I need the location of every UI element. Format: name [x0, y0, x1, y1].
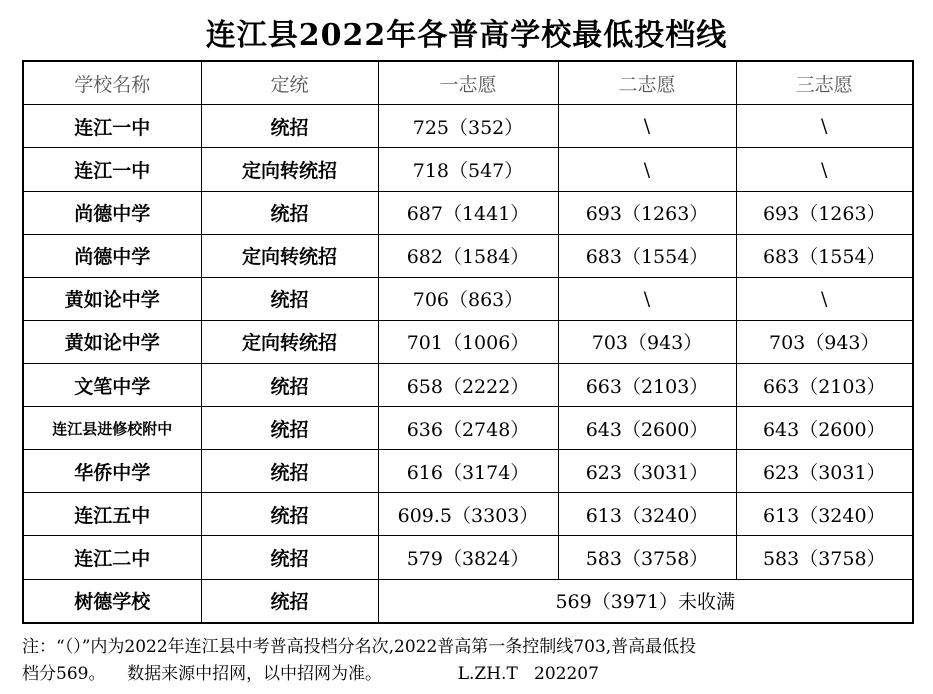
table-row [23, 407, 913, 450]
second-choice-cell: 703（943） [558, 320, 736, 363]
school-cell: 连江一中 [23, 148, 201, 191]
third-choice-cell: 693（1263） [736, 191, 913, 234]
school-cell: 黄如论中学 [23, 320, 201, 363]
header-type: 定统 [201, 61, 378, 105]
table-row [23, 105, 913, 148]
first-choice-cell: 725（352） [378, 105, 558, 148]
header-third-choice: 三志愿 [736, 61, 913, 105]
school-cell: 连江二中 [23, 536, 201, 579]
school-cell: 连江一中 [23, 105, 201, 148]
third-choice-cell: \ [736, 148, 913, 191]
third-choice-cell: 663（2103） [736, 364, 913, 407]
third-choice-cell: \ [736, 277, 913, 320]
school-cell: 尚德中学 [23, 191, 201, 234]
first-choice-cell: 701（1006） [378, 320, 558, 363]
table-row [23, 234, 913, 277]
first-choice-cell: 636（2748） [378, 407, 558, 450]
type-cell: 定向转统招 [201, 148, 378, 191]
third-choice-cell: 703（943） [736, 320, 913, 363]
type-cell: 定向转统招 [201, 234, 378, 277]
table-row [23, 536, 913, 579]
type-cell: 统招 [201, 407, 378, 450]
second-choice-cell: 613（3240） [558, 493, 736, 536]
school-cell: 连江县进修校附中 [23, 407, 201, 450]
first-choice-cell: 658（2222） [378, 364, 558, 407]
footnote-line-2: 档分569。 数据来源中招网，以中招网为准。 L.ZH.T 202207 [22, 664, 599, 684]
third-choice-cell: 643（2600） [736, 407, 913, 450]
second-choice-cell: \ [558, 277, 736, 320]
first-choice-cell: 687（1441） [378, 191, 558, 234]
admission-score-table [22, 60, 914, 624]
type-cell: 统招 [201, 364, 378, 407]
third-choice-cell: 623（3031） [736, 450, 913, 493]
second-choice-cell: \ [558, 148, 736, 191]
table-row [23, 364, 913, 407]
third-choice-cell: 583（3758） [736, 536, 913, 579]
second-choice-cell: 643（2600） [558, 407, 736, 450]
first-choice-cell: 706（863） [378, 277, 558, 320]
second-choice-cell: 583（3758） [558, 536, 736, 579]
type-cell: 统招 [201, 579, 378, 623]
school-cell: 尚德中学 [23, 234, 201, 277]
table-row [23, 277, 913, 320]
header-school: 学校名称 [23, 61, 201, 105]
type-cell: 统招 [201, 493, 378, 536]
type-cell: 统招 [201, 105, 378, 148]
header-first-choice: 一志愿 [378, 61, 558, 105]
table-row [23, 148, 913, 191]
footnote-line-1: 注：“（）”内为2022年连江县中考普高投档分名次,2022普高第一条控制线703,普高最低投 [22, 637, 697, 657]
type-cell: 统招 [201, 277, 378, 320]
first-choice-cell: 609.5（3303） [378, 493, 558, 536]
type-cell: 统招 [201, 450, 378, 493]
second-choice-cell: 693（1263） [558, 191, 736, 234]
table-row-last [23, 579, 913, 623]
school-cell: 连江五中 [23, 493, 201, 536]
header-second-choice: 二志愿 [558, 61, 736, 105]
footnote [22, 634, 917, 688]
first-choice-cell: 616（3174） [378, 450, 558, 493]
third-choice-cell: 613（3240） [736, 493, 913, 536]
first-choice-cell: 682（1584） [378, 234, 558, 277]
type-cell: 定向转统招 [201, 320, 378, 363]
type-cell: 统招 [201, 191, 378, 234]
table-row [23, 450, 913, 493]
table-header-row [23, 61, 913, 105]
school-cell: 树德学校 [23, 579, 201, 623]
school-cell: 华侨中学 [23, 450, 201, 493]
school-cell: 黄如论中学 [23, 277, 201, 320]
table-row [23, 320, 913, 363]
type-cell: 统招 [201, 536, 378, 579]
second-choice-cell: \ [558, 105, 736, 148]
second-choice-cell: 623（3031） [558, 450, 736, 493]
page-title: 连江县2022年各普高学校最低投档线 [205, 18, 728, 53]
third-choice-cell: 683（1554） [736, 234, 913, 277]
school-cell: 文笔中学 [23, 364, 201, 407]
table-row [23, 493, 913, 536]
second-choice-cell: 683（1554） [558, 234, 736, 277]
first-choice-cell: 718（547） [378, 148, 558, 191]
merged-score-cell: 569（3971）未收满 [378, 579, 913, 623]
table-row [23, 191, 913, 234]
first-choice-cell: 579（3824） [378, 536, 558, 579]
third-choice-cell: \ [736, 105, 913, 148]
second-choice-cell: 663（2103） [558, 364, 736, 407]
